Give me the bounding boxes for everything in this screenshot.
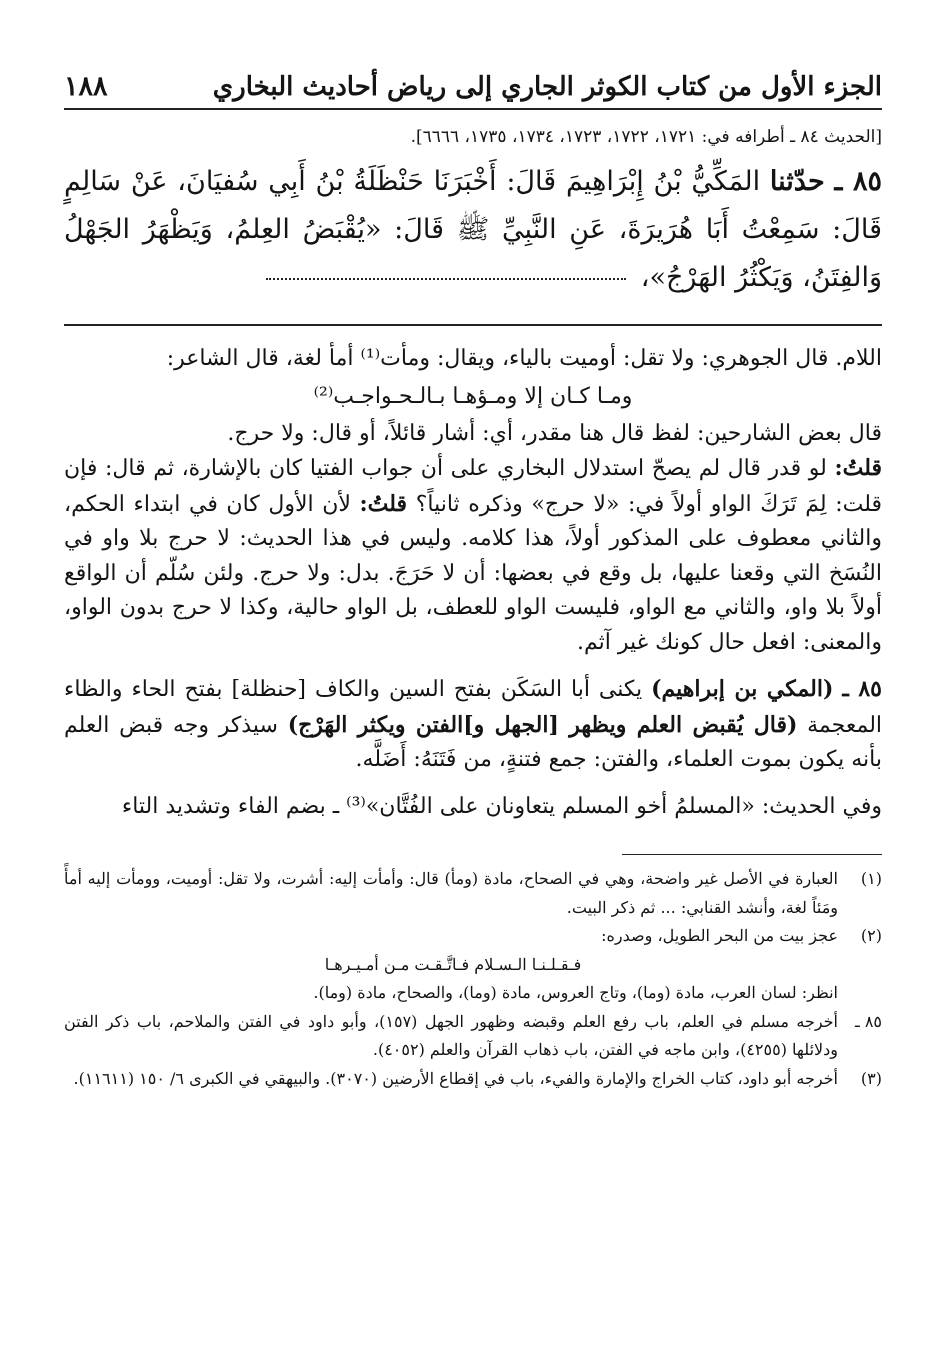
footnote-mark: ٨٥ ـ: [855, 1011, 882, 1031]
hadith-number: ٨٥ ـ: [842, 676, 882, 702]
footnote-mark: (١): [860, 869, 882, 888]
footnote-text: عجز بيت من البحر الطويل، وصدره:: [601, 926, 838, 945]
qultu-label: قلتُ:: [834, 455, 882, 481]
qultu-label: قلتُ:: [359, 490, 408, 517]
commentary-text: لو قدر قال لم يصحّ استدلال البخاري على أن جواب الفتيا كان بالإشارة، ثم قال: فإن قلت: لِمَ تَرَكَ الواو أولاً في: «لا حرج» وذكره ثانياً؟: [64, 456, 883, 517]
footnote-mark: (٣): [860, 1068, 882, 1088]
section-divider: [64, 324, 882, 326]
page-number: ١٨٨: [64, 71, 108, 102]
quoted-term: (المكي بن إبراهيم): [651, 676, 834, 702]
footnote-text: العبارة في الأصل غير واضحة، وهي في الصحاح، مادة (ومأ) قال: وأمأت إليه: أشرت، ولا تقل: أوميت، وومأت إليه أمأً ومَئاً لغة، وأنشد القنابي: ... ثم ذكر البيت.: [64, 869, 838, 917]
footnote: [64, 1065, 882, 1094]
commentary-paragraph: [64, 672, 882, 778]
hadith-body: المَكِّيُّ بْنُ إِبْرَاهِيمَ قَالَ: أَخْبَرَنَا حَنْظَلَةُ بْنُ أَبِي سُفيَانَ، عَنْ سَالِمٍ قَالَ: سَمِعْتُ أَبَا هُرَيرَةَ، عَنِ النَّبِيِّ ﷺ قَالَ: «يُقْبَضُ العِلمُ، وَيَظْهَرُ الجَهْلُ وَالفِتَنُ، وَيَكْثُرُ الهَرْجُ»،: [64, 166, 882, 293]
footnote-text: أخرجه مسلم في العلم، باب رفع العلم وقبضه وظهور الجهل (١٥٧)، وأبو داود في الفتن والملاحم، باب ذكر الفتن ودلائلها (٤٢٥٥)، وابن ماجه في الفتن، باب ذهاب القرآن والعلم (٤٠٥٢).: [64, 1011, 838, 1059]
poetry-verse: ومـا كـان إلا ومـؤهـا بـالـحـواجـب⁽²⁾: [313, 383, 633, 409]
footnote: [64, 979, 882, 1008]
footnote-text: أخرجه أبو داود، كتاب الخراج والإمارة والفيء، باب في إقطاع الأرضين (٣٠٧٠). والبيهقي في الكبرى ٦/ ١٥٠ (١١٦١١).: [73, 1068, 838, 1088]
commentary-paragraph: قال بعض الشارحين: لفظ قال هنا مقدر، أي: أشار قائلاً، أو قال: ولا حرج.: [227, 420, 882, 446]
commentary-text: يكنى أبا السَكَن بفتح السين والكاف [حنظلة] بفتح الحاء والظاء المعجمة: [64, 677, 883, 738]
commentary-text: لأن الأول كان في ابتداء الحكم، والثاني معطوف على المذكور أولاً، هذا كلامه. وليس في هذا الحديث: لا حرج بلا واو في النُسَخ التي وقعنا عليها، بل وقع في بعضها: أن لا حَرَجَ. بدل: ولا حرج. ولئن سُلّم أن الواقع أولاً بلا واو، والثاني مع الواو، فليست الواو للعطف، بل الواو حالية، وكذا لا حرج بدون الواو، والمعنى: افعل حال كونك غير آثم.: [64, 491, 882, 655]
book-page: [64, 52, 882, 1093]
running-title: الجزء الأول من كتاب الكوثر الجاري إلى رياض أحاديث البخاري: [212, 72, 882, 102]
footnote: [64, 1008, 882, 1065]
footnote: [64, 922, 882, 951]
footnotes: [64, 865, 882, 1093]
commentary: [64, 342, 882, 824]
commentary-paragraph: وفي الحديث: «المسلمُ أخو المسلم يتعاونان على الفُتَّان»⁽³⁾ ـ بضم الفاء وتشديد التاء: [121, 793, 882, 819]
commentary-paragraph: اللام. قال الجوهري: ولا تقل: أوميت بالياء، ويقال: ومأت⁽¹⁾ أمأ لغة، قال الشاعر:: [166, 346, 882, 371]
quoted-term: (قال يُقبض العلم ويظهر [الجهل و]الفتن ويكثر الهَرْج): [287, 711, 798, 738]
commentary-text: سيذكر وجه قبض العلم بأنه يكون بموت العلماء، والفتن: جمع فتنةٍ، من فَتَنَهُ: أَضَلَّه.: [64, 712, 882, 772]
hadith-text: [64, 158, 882, 302]
hadith-number: ٨٥ ـ: [834, 166, 882, 197]
footnote-mark: (٢): [860, 926, 882, 945]
footnote-text: انظر: لسان العرب، مادة (وما)، وتاج العروس، مادة (وما)، والصحاح، مادة (وما).: [313, 983, 838, 1002]
footnote-mark: [838, 979, 882, 1008]
hadith-cross-references: [الحديث ٨٤ ـ أطرافه في: ١٧٢١، ١٧٢٢، ١٧٢٣، ١٧٣٤، ١٧٣٥، ٦٦٦٦].: [410, 127, 882, 147]
hadith-narrator-label: حدّثنا: [769, 166, 825, 197]
hadith-block: [64, 124, 882, 302]
dotted-leader: [266, 278, 626, 280]
page-header: [64, 52, 882, 110]
footnote-verse: فـقـلـنـا الـسـلام فـاتَّـقـت مـن أمـيـرهـا: [324, 954, 582, 974]
footnote-rule: [622, 854, 882, 855]
commentary-paragraph: [64, 451, 882, 660]
footnote: [64, 865, 882, 922]
